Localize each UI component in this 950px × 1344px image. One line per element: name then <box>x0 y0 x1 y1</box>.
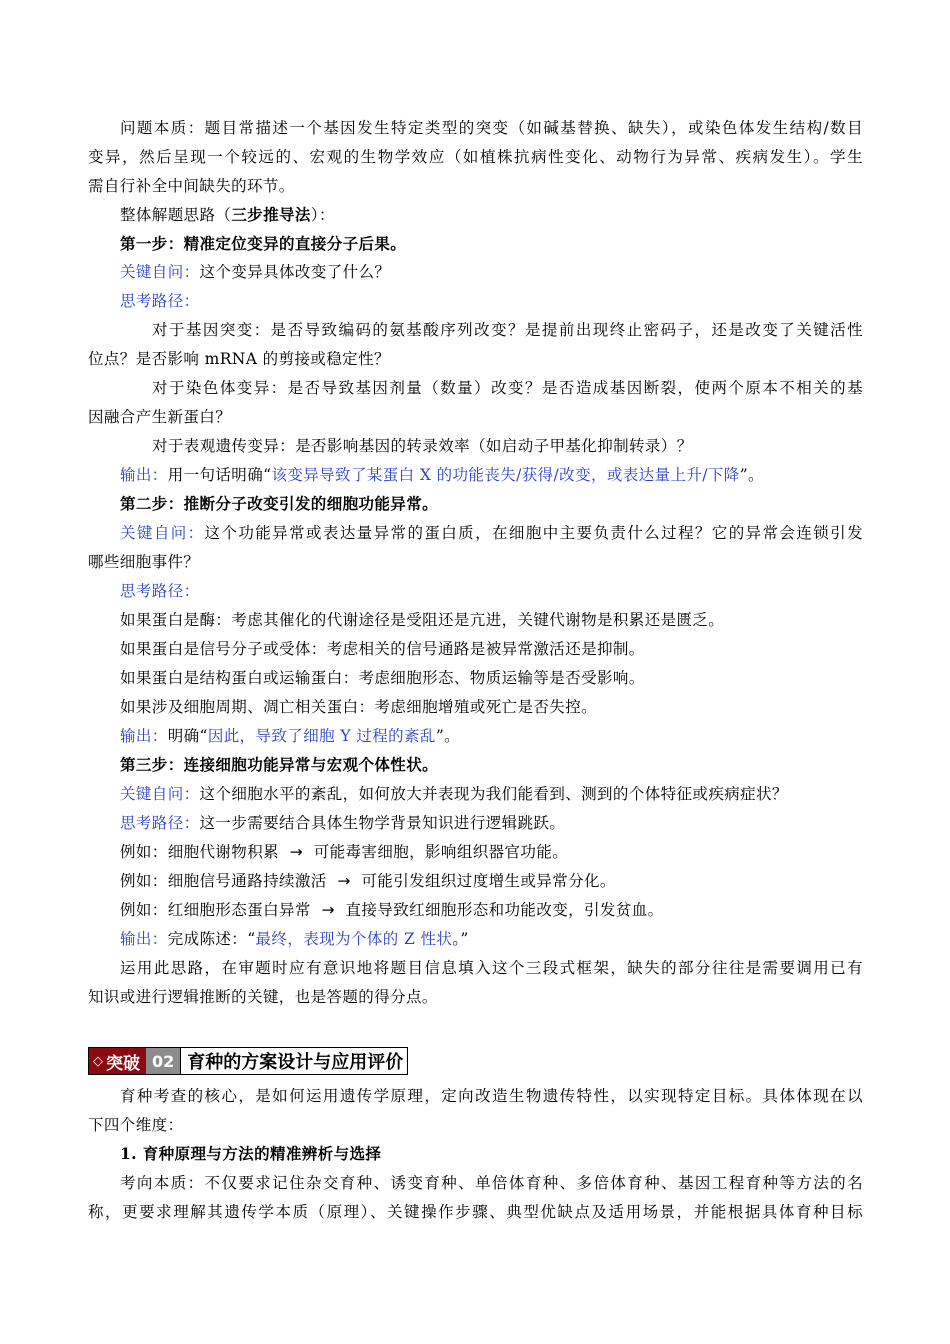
step3-question-text: 这个细胞水平的紊乱，如何放大并表现为我们能看到、测到的个体特征或疾病症状？ <box>199 785 788 803</box>
step3-heading: 第三步：连接细胞功能异常与宏观个体性状。 <box>120 755 439 774</box>
step1-gene-line: 对于基因突变：是否导致编码的氨基酸序列改变？是提前出现终止密码子，还是改变了关键活性 <box>152 321 863 339</box>
step2-path-item: 如果蛋白是酶：考虑其催化的代谢途径是受阻还是亢进，关键代谢物是积累还是匮乏。 <box>120 611 725 629</box>
example-effect: 可能引发组织过度增生或异常分化。 <box>361 872 616 890</box>
step3-question-label: 关键自问： <box>120 785 200 803</box>
step2-output <box>120 726 863 746</box>
step2-output-label: 输出： <box>120 727 168 745</box>
step3-example <box>120 900 863 920</box>
step3-output-post: 。” <box>452 930 469 948</box>
banner-tag-text: 突破 <box>106 1053 140 1074</box>
step1-chrom-line: 因融合产生新蛋白？ <box>88 408 232 426</box>
example-cause: 例如：红细胞形态蛋白异常 <box>120 901 311 919</box>
step1-question-text: 这个变异具体改变了什么？ <box>199 263 391 281</box>
arrow-right-icon: → <box>289 843 304 861</box>
approach-suffix: ）： <box>310 206 335 224</box>
arrow-right-icon: → <box>321 901 335 919</box>
step1-path-label: 思考路径： <box>120 292 200 310</box>
step3-path <box>120 813 863 833</box>
example-cause: 例如：细胞代谢物积累 <box>120 843 280 861</box>
step1-output-pre: 用一句话明确“ <box>167 466 272 484</box>
step3-output-pre: 完成陈述：“ <box>167 930 256 948</box>
step1-chrom-line: 对于染色体变异：是否导致基因剂量（数量）改变？是否造成基因断裂，使两个原本不相关的基 <box>152 379 863 397</box>
section-banner <box>88 1047 408 1075</box>
step2-output-pre: 明确“ <box>167 727 208 745</box>
closing-paragraph-line: 运用此思路，在审题时应有意识地将题目信息填入这个三段式框架，缺失的部分往往是需要调用已有 <box>120 959 863 977</box>
step1-output-statement: 该变异导致了某蛋白 X 的功能丧失/获得/改变，或表达量上升/下降 <box>271 466 740 484</box>
step1-question <box>120 262 863 282</box>
approach-line <box>120 205 863 225</box>
step3-example <box>120 842 863 862</box>
step2-output-post: ”。 <box>435 727 461 745</box>
section2-intro-line: 育种考查的核心，是如何运用遗传学原理，定向改造生物遗传特性，以实现特定目标。具体体现在以 <box>120 1087 863 1105</box>
section2-subheading: 1. 育种原理与方法的精准辨析与选择 <box>120 1144 382 1163</box>
step1-output-label: 输出： <box>120 466 168 484</box>
step2-question-text: 这个功能异常或表达量异常的蛋白质，在细胞中主要负责什么过程？它的异常会连锁引发 <box>204 524 863 542</box>
step2-path-item: 如果涉及细胞周期、凋亡相关蛋白：考虑细胞增殖或死亡是否失控。 <box>120 698 598 716</box>
step2-output-statement: 因此，导致了细胞 Y 过程的紊乱 <box>207 727 436 745</box>
step1-question-label: 关键自问： <box>120 263 200 281</box>
banner-title: 育种的方案设计与应用评价 <box>180 1048 407 1074</box>
step3-path-text: 这一步需要结合具体生物学背景知识进行逻辑跳跃。 <box>199 814 566 832</box>
essence-paragraph-line: 变异，然后呈现一个较远的、宏观的生物学效应（如植株抗病性变化、动物行为异常、疾病发生）。学生 <box>88 148 863 166</box>
step1-output <box>120 465 863 485</box>
step2-path-label: 思考路径： <box>120 582 200 600</box>
step1-gene-line: 位点？是否影响 mRNA 的剪接或稳定性？ <box>88 350 390 368</box>
step2-path-item: 如果蛋白是结构蛋白或运输蛋白：考虑细胞形态、物质运输等是否受影响。 <box>120 669 645 687</box>
step3-output-label: 输出： <box>120 930 168 948</box>
step3-output-statement: 最终，表现为个体的 Z 性状 <box>255 930 453 948</box>
step3-output <box>120 929 863 949</box>
step1-epigenetic-line: 对于表观遗传变异：是否影响基因的转录效率（如启动子甲基化抑制转录）？ <box>152 437 693 455</box>
arrow-right-icon: → <box>337 872 351 890</box>
example-effect: 可能毒害细胞，影响组织器官功能。 <box>313 843 569 861</box>
approach-prefix: 整体解题思路（ <box>120 206 232 224</box>
closing-paragraph-line: 知识或进行逻辑推断的关键，也是答题的得分点。 <box>88 988 438 1006</box>
step2-question-cont: 哪些细胞事件？ <box>88 553 200 571</box>
essence-paragraph-line: 问题本质：题目常描述一个基因发生特定类型的突变（如碱基替换、缺失），或染色体发生结构/数目 <box>120 119 863 137</box>
step3-path-label: 思考路径： <box>120 814 200 832</box>
step1-output-post: ”。 <box>739 466 764 484</box>
step2-heading: 第二步：推断分子改变引发的细胞功能异常。 <box>120 494 439 513</box>
step2-question-label: 关键自问： <box>120 524 205 542</box>
step2-question <box>120 523 863 543</box>
banner-tag <box>89 1048 146 1074</box>
essence-paragraph-line: 需自行补全中间缺失的环节。 <box>88 177 295 195</box>
diamond-icon: ◇ <box>93 1053 103 1069</box>
approach-method-name: 三步推导法 <box>231 205 311 224</box>
section2-intro-line: 下四个维度： <box>88 1116 184 1134</box>
step3-example <box>120 871 863 891</box>
step2-path-item: 如果蛋白是信号分子或受体：考虑相关的信号通路是被异常激活还是抑制。 <box>120 640 645 658</box>
example-cause: 例如：细胞信号通路持续激活 <box>120 872 327 890</box>
step1-heading: 第一步：精准定位变异的直接分子后果。 <box>120 234 407 253</box>
banner-number: 02 <box>146 1048 180 1074</box>
step3-question <box>120 784 863 804</box>
section2-body-line: 考向本质：不仅要求记住杂交育种、诱变育种、单倍体育种、多倍体育种、基因工程育种等方法的名 <box>120 1174 863 1192</box>
section2-body-line: 称，更要求理解其遗传学本质（原理）、关键操作步骤、典型优缺点及适用场景，并能根据具体育种目标 <box>88 1203 863 1221</box>
example-effect: 直接导致红细胞形态和功能改变，引发贫血。 <box>345 901 664 919</box>
